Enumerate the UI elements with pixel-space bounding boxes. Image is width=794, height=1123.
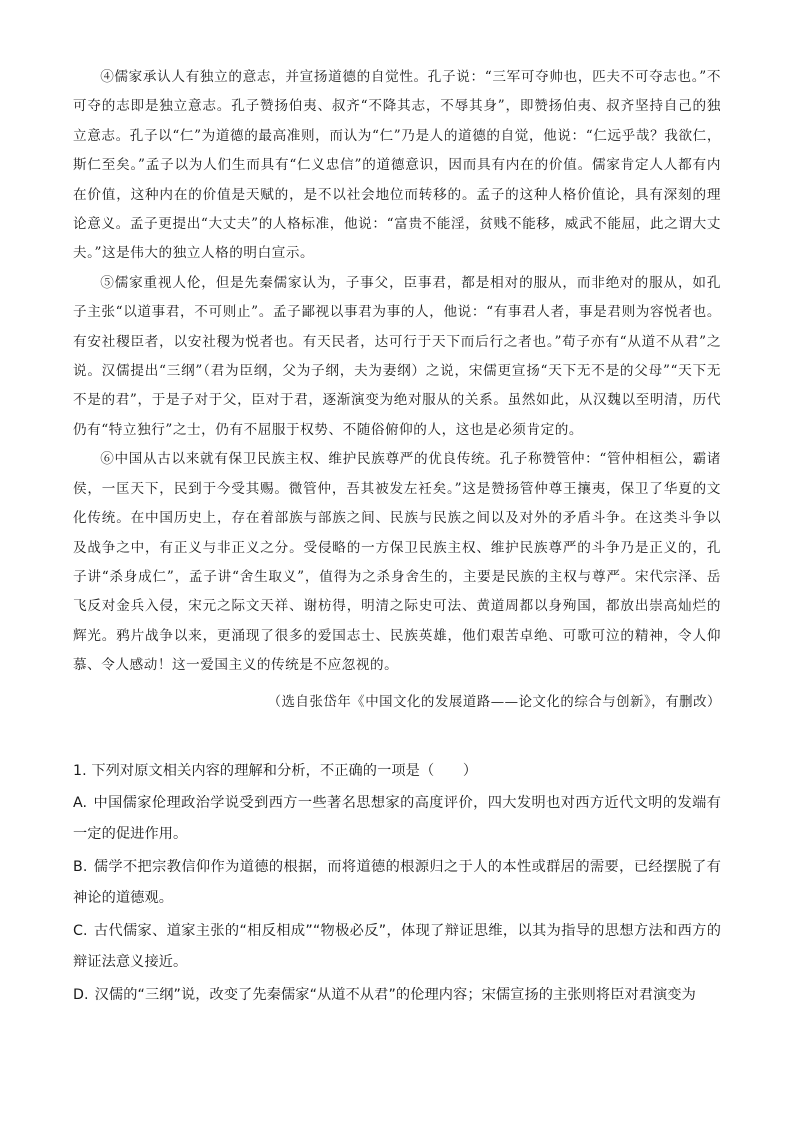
question-stem: 1. 下列对原文相关内容的理解和分析，不正确的一项是（ ）: [73, 763, 478, 779]
source-citation: （选自张岱年《中国文化的发展道路——论文化的综合与创新》，有删改）: [267, 694, 721, 710]
option-text: 汉儒的“三纲”说，改变了先秦儒家“从道不从君”的伦理内容；宋儒宣扬的主张则将臣对君演变为: [94, 987, 696, 1003]
option-letter: B.: [73, 859, 88, 875]
paragraph-5: ⑤儒家重视人伦，但是先秦儒家认为，子事父，臣事君，都是相对的服从，而非绝对的服从，如孔子主张“以道事君，不可则止”。孟子鄙视以事君为事的人，他说：“有事君人者，事是君则为容悦者也。有安社稷臣者，以安社稷为悦者也。有天民者，达可行于天下而后行之者也。”荀子亦有“从道不从君”之说。汉儒提出“三纲”（君为臣纲，父为子纲，夫为妻纲）之说，宋儒更宣扬“天下无不是的父母”“天下无不是的君”，于是子对于父，臣对于君，逐渐演变为绝对服从的关系。虽然如此，从汉魏以至明清，历代仍有“特立独行”之士，仍有不屈服于权势、不随俗俯仰的人，这也是必须肯定的。: [73, 274, 721, 438]
option-b: [73, 852, 721, 914]
option-letter: D.: [73, 987, 89, 1003]
option-text: 儒学不把宗教信仰作为道德的根据，而将道德的根源归之于人的本性或群居的需要，已经摆脱了有神论的道德观。: [73, 859, 721, 906]
paragraph-6: ⑥中国从古以来就有保卫民族主权、维护民族尊严的优良传统。孔子称赞管仲：“管仲相桓公，霸诸侯，一匡天下，民到于今受其赐。微管仲，吾其被发左衽矣。”这是赞扬管仲尊王攘夷，保卫了华夏的文化传统。在中国历史上，存在着部族与部族之间、民族与民族之间以及对外的矛盾斗争。在这类斗争以及战争之中，有正义与非正义之分。受侵略的一方保卫民族主权、维护民族尊严的斗争乃是正义的，孔子讲“杀身成仁”，孟子讲“舍生取义”，值得为之杀身舍生的，主要是民族的主权与尊严。宋代宗泽、岳飞反对金兵入侵，宋元之际文天祥、谢枋得，明清之际史可法、黄道周都以身殉国，都放出崇高灿烂的辉光。鸦片战争以来，更涌现了很多的爱国志士、民族英雄，他们艰苦卓绝、可歌可泣的精神，令人仰慕、令人感动！这一爱国主义的传统是不应忽视的。: [73, 451, 721, 674]
option-c: [73, 916, 721, 978]
question-1: [73, 756, 721, 1013]
option-letter: A.: [73, 795, 88, 811]
option-letter: C.: [73, 923, 88, 939]
option-text: 中国儒家伦理政治学说受到西方一些著名思想家的高度评价，四大发明也对西方近代文明的发端有一定的促进作用。: [73, 795, 721, 842]
option-a: [73, 788, 721, 850]
option-d: [73, 980, 721, 1011]
reading-passage: [73, 63, 721, 717]
paragraph-4: ④儒家承认人有独立的意志，并宣扬道德的自觉性。孔子说：“三军可夺帅也，匹夫不可夺志也。”不可夺的志即是独立意志。孔子赞扬伯夷、叔齐“不降其志，不辱其身”，即赞扬伯夷、叔齐坚持自己的独立意志。孔子以“仁”为道德的最高准则，而认为“仁”乃是人的道德的自觉，他说：“仁远乎哉？我欲仁，斯仁至矣。”孟子以为人们生而具有“仁义忠信”的道德意识，因而具有内在的价值。儒家肯定人人都有内在价值，这种内在的价值是天赋的，是不以社会地位而转移的。孟子的这种人格价值论，具有深刻的理论意义。孟子更提出“大丈夫”的人格标准，他说：“富贵不能淫，贫贱不能移，威武不能屈，此之谓大丈夫。”这是伟大的独立人格的明白宣示。: [73, 69, 721, 262]
option-text: 古代儒家、道家主张的“相反相成”“物极必反”，体现了辩证思维，以其为指导的思想方法和西方的辩证法意义接近。: [73, 923, 721, 970]
